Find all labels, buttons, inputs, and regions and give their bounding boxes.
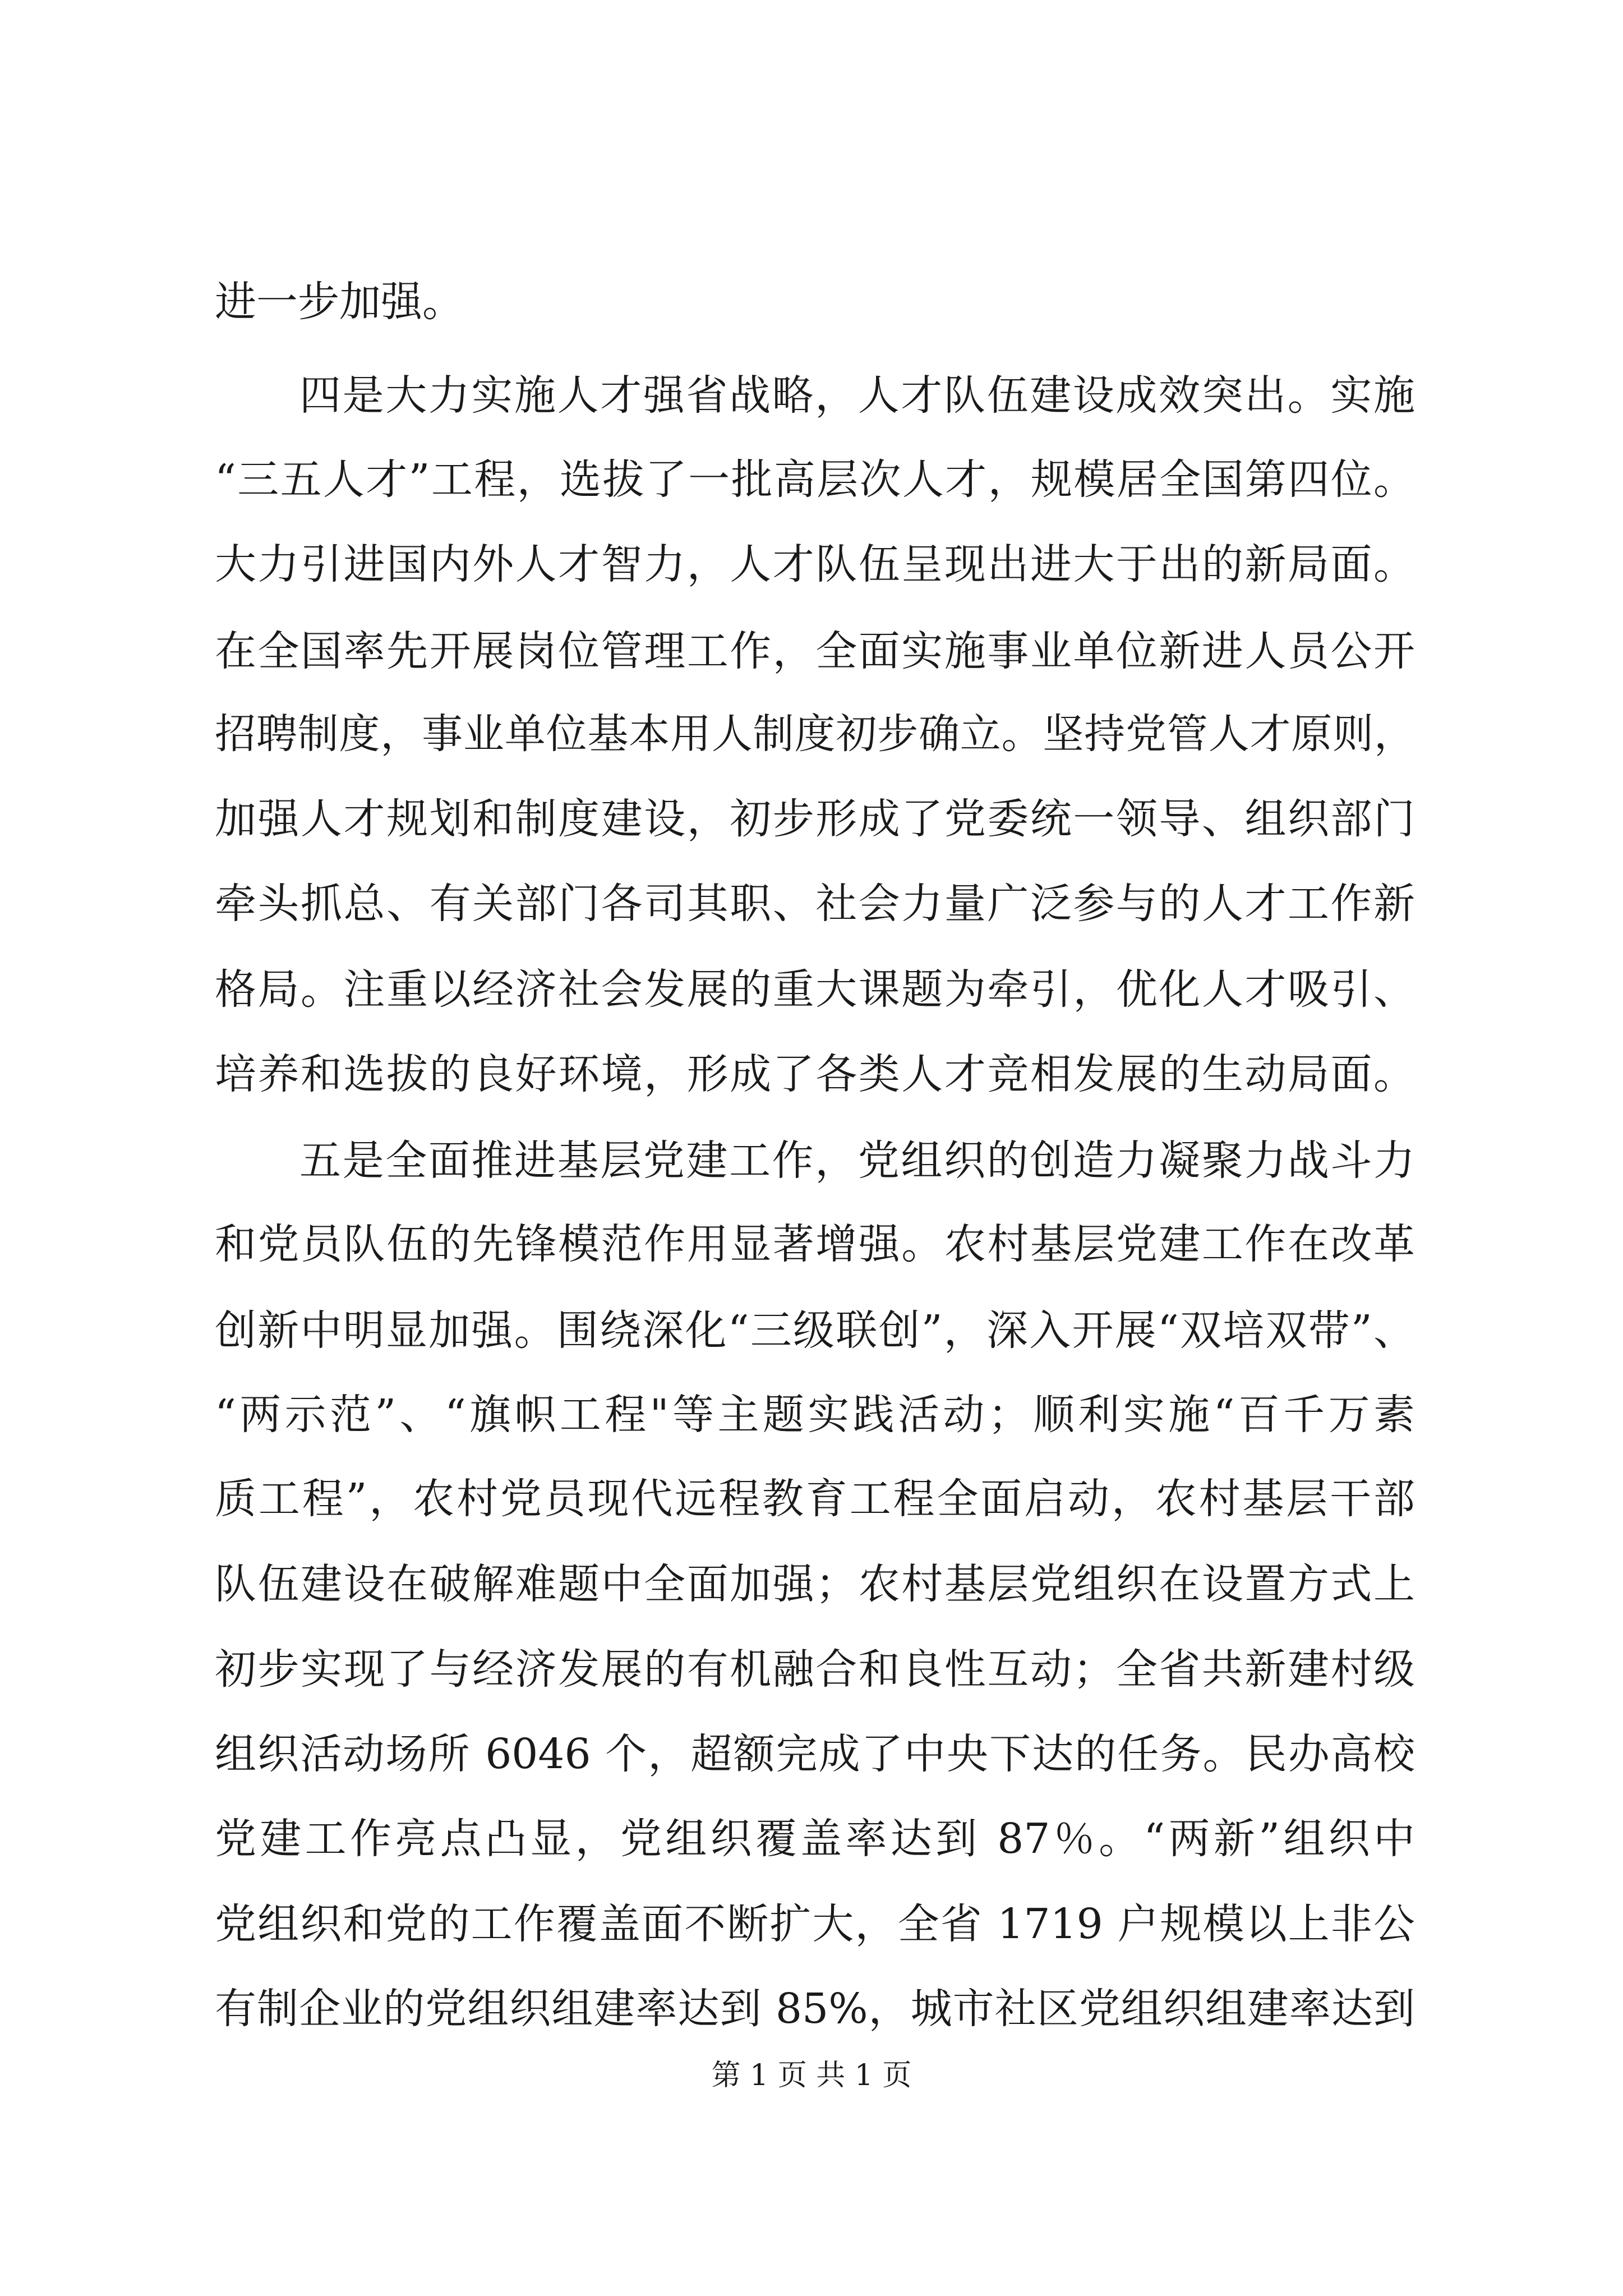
body-text-line: “三五人才”工程，选拔了一批高层次人才，规模居全国第四位。 — [215, 455, 1415, 504]
body-text-line: 和党员队伍的先锋模范作用显著增强。农村基层党建工作在改革 — [215, 1220, 1415, 1268]
body-text-line: 初步实现了与经济发展的有机融合和良性互动；全省共新建村级 — [215, 1645, 1415, 1694]
page-number-footer: 第 1 页 共 1 页 — [711, 2059, 912, 2092]
body-text-line: 有制企业的党组织组建率达到 85%，城市社区党组织组建率达到 — [215, 1985, 1415, 2033]
body-text-line: 党建工作亮点凸显，党组织覆盖率达到 87％。“两新”组织中 — [215, 1815, 1415, 1863]
body-text-line: 党组织和党的工作覆盖面不断扩大，全省 1719 户规模以上非公 — [215, 1900, 1415, 1948]
body-text-line: 在全国率先开展岗位管理工作，全面实施事业单位新进人员公开 — [215, 627, 1415, 675]
body-text-line: 四是大力实施人才强省战略，人才队伍建设成效突出。实施 — [299, 371, 1415, 420]
body-text-line: 格局。注重以经济社会发展的重大课题为牵引，优化人才吸引、 — [215, 965, 1415, 1014]
body-text-line: “两示范”、“旗帜工程"等主题实践活动；顺利实施“百千万素 — [215, 1391, 1415, 1439]
body-text-line: 进一步加强。 — [215, 278, 464, 326]
body-text-line: 大力引进国内外人才智力，人才队伍呈现出进大于出的新局面。 — [215, 540, 1415, 588]
body-text-line: 招聘制度，事业单位基本用人制度初步确立。坚持党管人才原则， — [215, 710, 1415, 758]
body-text-line: 组织活动场所 6046 个，超额完成了中央下达的任务。民办高校 — [215, 1730, 1415, 1778]
body-text-line: 队伍建设在破解难题中全面加强；农村基层党组织在设置方式上 — [215, 1560, 1415, 1608]
body-text-line: 五是全面推进基层党建工作，党组织的创造力凝聚力战斗力 — [299, 1137, 1415, 1185]
body-text-line: 牵头抓总、有关部门各司其职、社会力量广泛参与的人才工作新 — [215, 880, 1415, 928]
body-text-line: 质工程”，农村党员现代远程教育工程全面启动，农村基层干部 — [215, 1475, 1415, 1523]
body-text-line: 创新中明显加强。围绕深化“三级联创”，深入开展“双培双带”、 — [215, 1306, 1415, 1355]
body-text-line: 加强人才规划和制度建设，初步形成了党委统一领导、组织部门 — [215, 795, 1415, 843]
body-text-line: 培养和选拔的良好环境，形成了各类人才竞相发展的生动局面。 — [215, 1050, 1415, 1098]
